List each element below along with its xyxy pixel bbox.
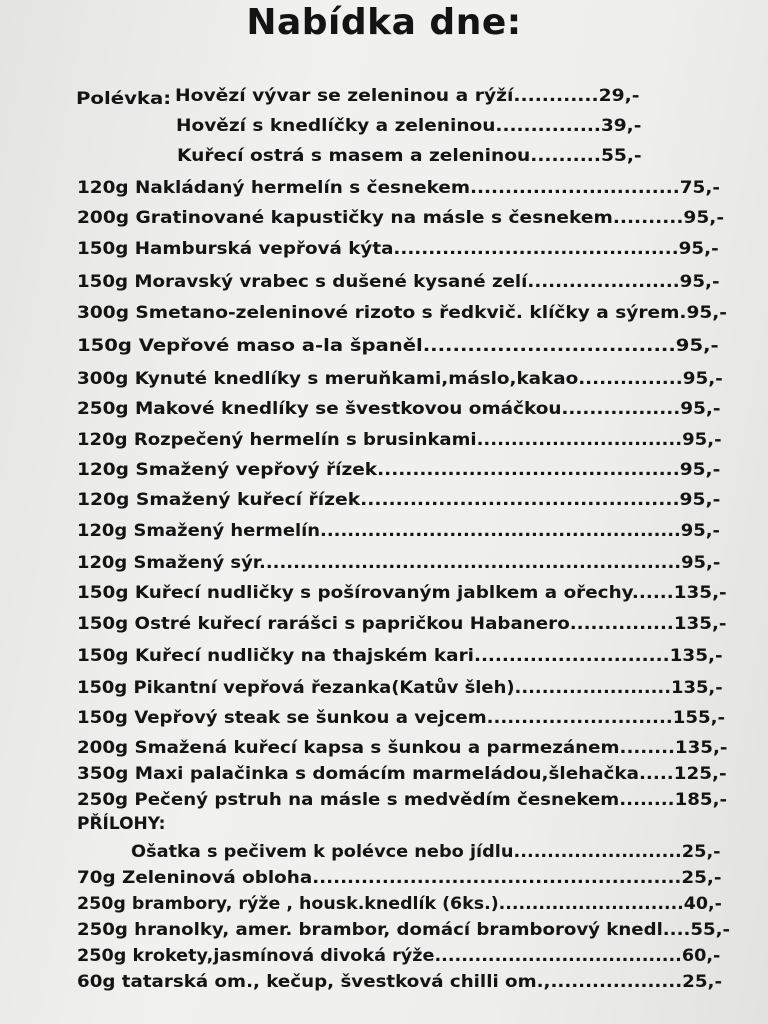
soup-item: Hovězí s knedlíčky a zeleninou...............39,- bbox=[176, 116, 642, 136]
soup-label: Polévka: bbox=[76, 89, 172, 109]
meal-item: 150g Ostré kuřecí rarášci s papričkou Habanero...............135,- bbox=[77, 614, 727, 634]
meal-item: 150g Hamburská vepřová kýta.........................................95,- bbox=[77, 239, 719, 259]
meal-item: 200g Smažená kuřecí kapsa s šunkou a parmezánem........135,- bbox=[77, 738, 728, 758]
side-item: 250g hranolky, amer. brambor, domácí bramborový knedl....55,- bbox=[77, 920, 731, 940]
side-item: 250g brambory, rýže , housk.knedlík (6ks.)............................40,- bbox=[77, 894, 722, 914]
menu-title: Nabídka dne: bbox=[246, 2, 522, 43]
side-item: 60g tatarská om., kečup, švestková chilli om.,...................25,- bbox=[77, 972, 723, 992]
soup-item: Hovězí vývar se zeleninou a rýží............29,- bbox=[175, 86, 640, 106]
meal-item: 120g Rozpečený hermelín s brusinkami..............................95,- bbox=[77, 430, 722, 450]
meal-item: 300g Kynuté knedlíky s meruňkami,máslo,kakao...............95,- bbox=[77, 369, 723, 389]
meal-item: 150g Kuřecí nudličky na thajském kari............................135,- bbox=[77, 646, 723, 666]
side-item: 250g krokety,jasmínová divoká rýže.....................................60,- bbox=[77, 946, 721, 966]
meal-item: 120g Smažený kuřecí řízek.............................................95,- bbox=[77, 490, 721, 510]
meal-item: 120g Nakládaný hermelín s česnekem..............................75,- bbox=[77, 178, 720, 198]
meal-item: 250g Makové knedlíky se švestkovou omáčkou.................95,- bbox=[77, 399, 721, 419]
meal-item: 250g Pečený pstruh na másle s medvědím česnekem........185,- bbox=[77, 790, 728, 810]
meal-item: 150g Vepřový steak se šunkou a vejcem...........................155,- bbox=[77, 708, 726, 728]
meal-item: 150g Kuřecí nudličky s pošírovaným jablkem a ořechy......135,- bbox=[77, 583, 727, 603]
side-item: 70g Zeleninová obloha.....................................................25,- bbox=[77, 868, 722, 888]
meal-item: 150g Vepřové maso a-la španěl..................................95,- bbox=[77, 336, 719, 356]
meal-item: 120g Smažený vepřový řízek...........................................95,- bbox=[77, 460, 721, 480]
meal-item: 200g Gratinované kapustičky na másle s česnekem..........95,- bbox=[77, 208, 725, 228]
meal-item: 120g Smažený sýr..............................................................95,- bbox=[77, 553, 721, 573]
meal-item: 350g Maxi palačinka s domácím marmeládou,šlehačka.....125,- bbox=[77, 764, 727, 784]
meal-item: 150g Moravský vrabec s dušené kysané zelí......................95,- bbox=[77, 272, 720, 292]
meal-item: 120g Smažený hermelín.....................................................95,- bbox=[77, 521, 721, 541]
sides-heading: PŘÍLOHY: bbox=[77, 814, 166, 834]
side-item: Ošatka s pečivem k polévce nebo jídlu.........................25,- bbox=[131, 842, 721, 862]
meal-item: 150g Pikantní vepřová řezanka(Katův šleh).......................135,- bbox=[77, 678, 723, 698]
soup-item: Kuřecí ostrá s masem a zeleninou..........55,- bbox=[177, 146, 642, 166]
meal-item: 300g Smetano-zeleninové rizoto s ředkvič. klíčky a sýrem.95,- bbox=[77, 303, 728, 323]
